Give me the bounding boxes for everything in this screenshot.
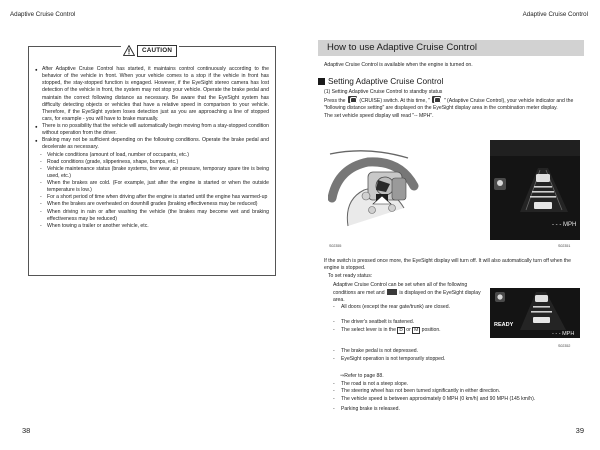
condition-text: All doors (except the rear gate/trunk) are closed. <box>341 304 451 310</box>
condition-text: The select lever is in the D or M position. <box>341 327 441 333</box>
step1-title: (1) Setting Adaptive Cruise Control to standby status <box>324 89 443 95</box>
condition-text: The steering wheel has not been turned significantly in either direction. <box>341 388 501 394</box>
page-number-right: 39 <box>575 426 584 435</box>
running-header-right: Adaptive Cruise Control <box>522 11 588 18</box>
step1-text-b: (CRUISE) switch. At this time, " <box>359 98 430 105</box>
eyesight-display-ready <box>490 288 580 338</box>
caution-dash-item: - Vehicle maintenance status (brake systems, tire wear, air pressure, temporary spare tire is being used, etc.) <box>35 166 269 180</box>
ready-indicator-icon <box>387 289 397 295</box>
display-ready-label: READY <box>494 322 514 328</box>
step1-text <box>324 89 582 120</box>
page-number-left: 38 <box>22 426 31 435</box>
figure-code: S02351 <box>558 244 571 248</box>
warning-triangle-icon <box>123 45 135 56</box>
condition-text: The driver's seatbelt is fastened. <box>341 319 415 325</box>
cruise-switch-icon <box>348 96 357 103</box>
condition-text: EyeSight operation is not temporarily stopped. <box>341 356 446 362</box>
condition-item: - The brake pedal is not depressed. <box>333 348 483 355</box>
running-header-left: Adaptive Cruise Control <box>10 11 76 18</box>
display-speed-readout: - - - MPH <box>552 331 575 337</box>
caution-bullet: ● Braking may not be sufficient depending on the following conditions. Operate the brake pedal and decelerate as necessary. <box>35 137 269 151</box>
caution-dash-item: - When towing a trailer or another vehicle, etc. <box>35 223 269 230</box>
step1-body <box>324 96 582 112</box>
condition-text: The vehicle speed is between approximately 0 MPH (0 km/h) and 90 MPH (145 km/h). <box>341 396 536 402</box>
condition-text: The road is not a steep slope. <box>341 381 409 387</box>
section-title: How to use Adaptive Cruise Control <box>318 40 584 56</box>
sub-heading-text: Setting Adaptive Cruise Control <box>328 76 444 86</box>
step1-text-c: " (Adaptive Cruise Control), your vehicle indicator and the "following distance setting" are displayed on the EyeSight display area in the combination meter display. <box>324 98 574 112</box>
condition-item: - EyeSight operation is not temporarily stopped. <box>333 356 483 363</box>
condition-item: - The steering wheel has not been turned significantly in either direction. <box>333 388 583 395</box>
adaptive-cruise-indicator-icon <box>432 96 441 103</box>
condition-item: - The select lever is in the D or M position. <box>333 327 483 334</box>
gear-m-badge: M <box>414 328 419 333</box>
condition-item: - The vehicle speed is between approximately 0 MPH (0 km/h) and 90 MPH (145 km/h). <box>333 396 583 403</box>
sub-heading <box>318 76 443 86</box>
gear-d-badge: D <box>399 328 403 333</box>
caution-dash-item: - Vehicle conditions (amount of load, number of occupants, etc.) <box>35 152 269 159</box>
condition-item: - All doors (except the rear gate/trunk) are closed. <box>333 304 483 311</box>
step1-text-a: Press the <box>324 98 346 105</box>
ready-para-a: Adaptive Cruise Control can be set when all of the following conditions are met and <box>333 282 468 297</box>
caution-label: CAUTION <box>137 45 177 57</box>
steering-wheel-switch-illustration <box>328 138 422 238</box>
eyesight-display-standby <box>490 140 580 240</box>
caution-header <box>121 43 179 58</box>
ready-para-b: is displayed on the EyeSight display area. <box>333 290 481 304</box>
condition-text: Parking brake is released. <box>341 406 400 412</box>
display-speed-readout: - - - MPH <box>552 222 577 228</box>
caution-body <box>35 66 269 230</box>
caution-bullet: ● There is no possibility that the vehicle will automatically begin moving from a stay-stopped condition without operation from the driver. <box>35 123 269 137</box>
condition-item: - The driver's seatbelt is fastened. <box>333 319 483 326</box>
after-switch-text: If the switch is pressed once more, the EyeSight display will turn off. It will also automatically turn off when the engine is stopped. <box>324 258 571 272</box>
ready-paragraph <box>333 282 483 305</box>
condition-item: - The road is not a steep slope. <box>333 381 583 388</box>
square-bullet-icon <box>318 78 325 85</box>
ready-title: To set ready status: <box>328 273 373 279</box>
caution-dash-item: - When the brakes are overheated on downhill grades (braking effectiveness may be reduced) <box>35 201 269 208</box>
intro-text: Adaptive Cruise Control is available when the engine is turned on. <box>324 62 473 68</box>
caution-dash-item: - Road conditions (grade, slipperiness, shape, bumps, etc.) <box>35 159 269 166</box>
caution-dash-item: - For a short period of time when driving after the engine is started until the engine has warmed-up <box>35 194 269 201</box>
caution-bullet: ● After Adaptive Cruise Control has started, it maintains control continuously according to the behavior of the vehicle in front. When your vehicle comes to a stop if the vehicle in front has stopped, the stay-stopped function is engaged. However, if the EyeSight stereo camera has lost detection of the vehicle in front, the system may not stop your vehicle. Operate the brake pedal and maintain the correct following distance as necessary. Be aware that the EyeSight system has difficulty detecting objects or vehicles that have a relative speed in comparison to your vehicle. Therefore, if the EyeSight system loses detection just as you are approaching a line of stopped cars, for example - you will have to brake manually. <box>35 66 269 123</box>
caution-dash-item: - When driving in rain or after washing the vehicle (the brakes may become wet and braking effectiveness may be reduced) <box>35 209 269 223</box>
figure-code: S02355 <box>329 244 342 248</box>
caution-box <box>28 46 276 276</box>
condition-text: The brake pedal is not depressed. <box>341 348 419 354</box>
condition-item: - Parking brake is released. <box>333 406 583 413</box>
step1-speed-note: The set vehicle speed display will read "-- MPH". <box>324 112 434 119</box>
caution-dash-item: - When the brakes are cold. (For example, just after the engine is started or when the outside temperature is low.) <box>35 180 269 194</box>
page-reference: ⇒Refer to page 88. <box>340 373 384 379</box>
figure-code: S02352 <box>558 344 571 348</box>
